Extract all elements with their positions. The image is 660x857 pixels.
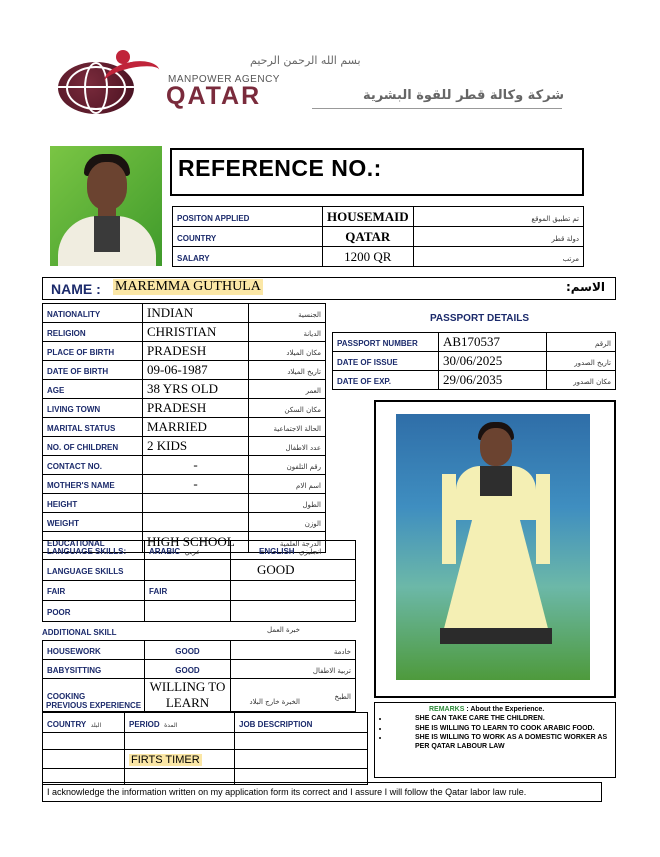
additional-title: ADDITIONAL SKILL [42, 628, 117, 637]
row-arabic: الحالة الاجتماعية [273, 425, 321, 433]
row-arabic: تم تطبيق الموقع [531, 214, 579, 223]
arabic-level: FAIR [149, 587, 168, 597]
name-box [42, 277, 616, 300]
row-value: 29/06/2035 [443, 372, 503, 387]
experience-title-ar: الخبرة خارج البلاد [249, 698, 300, 706]
remarks-box [374, 702, 616, 778]
row-arabic: مكان الصدور [573, 378, 611, 386]
col-job: JOB DESCRIPTION [235, 713, 368, 733]
row-value: - [193, 457, 198, 472]
row-label: POSITON APPLIED [177, 213, 250, 223]
personal-row [43, 513, 326, 532]
position-row [173, 227, 584, 247]
row-value: PRADESH [147, 343, 207, 358]
row-label: COOKING [47, 692, 86, 701]
row-value: 09-06-1987 [147, 362, 208, 377]
col-country: COUNTRY البلد [43, 713, 125, 733]
row-value: HOUSEMAID [327, 208, 409, 224]
row-label: LANGUAGE SKILLS [47, 566, 124, 576]
experience-title: PREVIOUS EXPERIENCE [46, 701, 142, 710]
row-label: MARITAL STATUS [47, 424, 116, 433]
remarks-title: REMARKS [429, 706, 465, 713]
passport-row [333, 352, 616, 371]
agency-top: MANPOWER AGENCY [168, 74, 280, 85]
agency-arabic: شركة وكالة قطر للقوة البشرية [362, 88, 564, 103]
english-level: GOOD [257, 561, 295, 577]
row-arabic: مرتب [562, 254, 579, 263]
row-label: DATE OF BIRTH [47, 367, 109, 376]
row-value: 2 KIDS [147, 438, 188, 453]
row-label: SALARY [177, 253, 210, 263]
row-arabic: الديانة [303, 330, 321, 338]
full-length-photo [396, 414, 590, 680]
row-arabic: مكان الميلاد [286, 349, 321, 357]
row-value: HIGH SCHOOL [147, 534, 235, 549]
remarks-subtitle: : About the Experience. [466, 706, 545, 713]
row-value: PRADESH [147, 400, 207, 415]
agency-logo [50, 44, 180, 124]
row-arabic: الطول [302, 501, 321, 509]
english-col-label: ENGLISH [259, 547, 295, 556]
row-arabic: خادمة [333, 648, 351, 656]
row-label: COUNTRY [177, 233, 217, 243]
row-label: LIVING TOWN [47, 405, 101, 414]
row-label: HOUSEWORK [47, 647, 101, 656]
personal-row [43, 456, 326, 475]
portrait-photo [50, 146, 162, 266]
row-label: EDUCATIONAL [47, 539, 105, 548]
row-label: MOTHER'S NAME [47, 481, 115, 490]
personal-table [42, 303, 326, 553]
personal-row [43, 437, 326, 456]
passport-row [333, 333, 616, 352]
remarks-heading [429, 706, 544, 713]
row-arabic: الدرجة العلمية [279, 540, 321, 548]
language-row [43, 601, 356, 622]
row-arabic: الرقم [595, 340, 611, 348]
experience-table [42, 712, 368, 785]
row-arabic: تربية الاطفال [312, 667, 351, 675]
row-label: POOR [47, 607, 71, 617]
acknowledgement-box [42, 782, 602, 802]
row-value: GOOD [175, 647, 200, 656]
row-label: RELIGION [47, 329, 86, 338]
passport-row [333, 371, 616, 390]
passport-table [332, 332, 616, 390]
personal-row [43, 304, 326, 323]
row-label: DATE OF ISSUE [337, 358, 398, 367]
english-col-ar: انجليزي [299, 548, 322, 556]
row-arabic: الطبخ [334, 693, 351, 701]
row-value: QATAR [345, 228, 391, 244]
arabic-col-ar: عربي [184, 548, 201, 556]
personal-row [43, 494, 326, 513]
row-arabic: تاريخ الصدور [574, 359, 611, 367]
remark-item: • SHE CAN TAKE CARE THE CHILDREN. [389, 715, 609, 724]
row-value: MARRIED [147, 419, 207, 434]
row-value: GOOD [175, 666, 200, 675]
name-value: MAREMMA GUTHULA [115, 279, 261, 294]
additional-row [43, 641, 356, 660]
bismillah: بسم الله الرحمن الرحيم [250, 54, 361, 67]
row-label: BABYSITTING [47, 666, 102, 675]
language-row [43, 560, 356, 581]
row-value: WILLING TO LEARN [149, 679, 226, 710]
row-value: 30/06/2025 [443, 353, 503, 368]
experience-entry: FIRTS TIMER [125, 750, 235, 769]
remarks-list [375, 715, 609, 752]
additional-row [43, 660, 356, 679]
row-label: CONTACT NO. [47, 462, 102, 471]
language-header-row [43, 541, 356, 560]
personal-row [43, 380, 326, 399]
row-arabic: مكان السكن [284, 406, 321, 414]
arabic-col-label: ARABIC [149, 547, 181, 556]
row-arabic: الجنسية [298, 311, 321, 319]
row-label: WEIGHT [47, 519, 79, 528]
name-arabic: الاسم: [565, 280, 605, 294]
passport-title: PASSPORT DETAILS [430, 313, 530, 324]
additional-title-ar: خبرة العمل [267, 626, 300, 634]
row-arabic: دولة قطر [551, 234, 579, 243]
name-label: NAME : [51, 281, 101, 297]
language-table [42, 540, 356, 622]
row-label: PASSPORT NUMBER [337, 339, 418, 348]
language-header-label: LANGUAGE SKILLS: [47, 547, 127, 556]
position-row [173, 247, 584, 267]
row-value: - [193, 476, 198, 491]
remark-item: • SHE IS WILLING TO LEARN TO COOK ARABIC FOOD. [389, 725, 609, 734]
personal-row [43, 361, 326, 380]
row-label: DATE OF EXP. [337, 377, 391, 386]
row-arabic: اسم الام [296, 482, 321, 490]
row-label: NATIONALITY [47, 310, 101, 319]
personal-row [43, 418, 326, 437]
row-value: 38 YRS OLD [147, 381, 219, 396]
reference-label: REFERENCE NO.: [178, 155, 382, 181]
acknowledgement-text: I acknowledge the information written on my application form its correct and I assure I will follow the Qatar labor law rule. [47, 787, 527, 797]
remark-item: • SHE IS WILLING TO WORK AS A DOMESTIC WORKER AS PER QATAR LABOUR LAW [389, 734, 609, 751]
row-arabic: عدد الاطفال [285, 444, 321, 452]
row-label: AGE [47, 386, 65, 395]
row-arabic: تاريخ الميلاد [287, 368, 321, 376]
row-arabic: رقم التلفون [286, 463, 321, 471]
personal-row [43, 323, 326, 342]
row-label: NO. OF CHILDREN [47, 443, 119, 452]
personal-row [43, 342, 326, 361]
row-value: 1200 QR [344, 248, 392, 264]
personal-row [43, 399, 326, 418]
header-rule [312, 108, 562, 109]
language-row [43, 580, 356, 601]
row-value: INDIAN [147, 305, 194, 320]
col-period: PERIOD المدة [125, 713, 235, 733]
agency-name: QATAR [166, 82, 262, 110]
personal-row [43, 475, 326, 494]
row-label: PLACE OF BIRTH [47, 348, 115, 357]
position-row [173, 207, 584, 227]
row-arabic: الوزن [304, 520, 321, 528]
row-value: AB170537 [443, 334, 501, 349]
row-label: FAIR [47, 587, 66, 597]
swoosh-icon [102, 56, 163, 95]
row-label: HEIGHT [47, 500, 78, 509]
position-table [172, 206, 584, 267]
full-photo-frame [374, 400, 616, 698]
row-value: CHRISTIAN [147, 324, 217, 339]
row-arabic: العمر [305, 387, 321, 395]
reference-box [170, 148, 584, 196]
